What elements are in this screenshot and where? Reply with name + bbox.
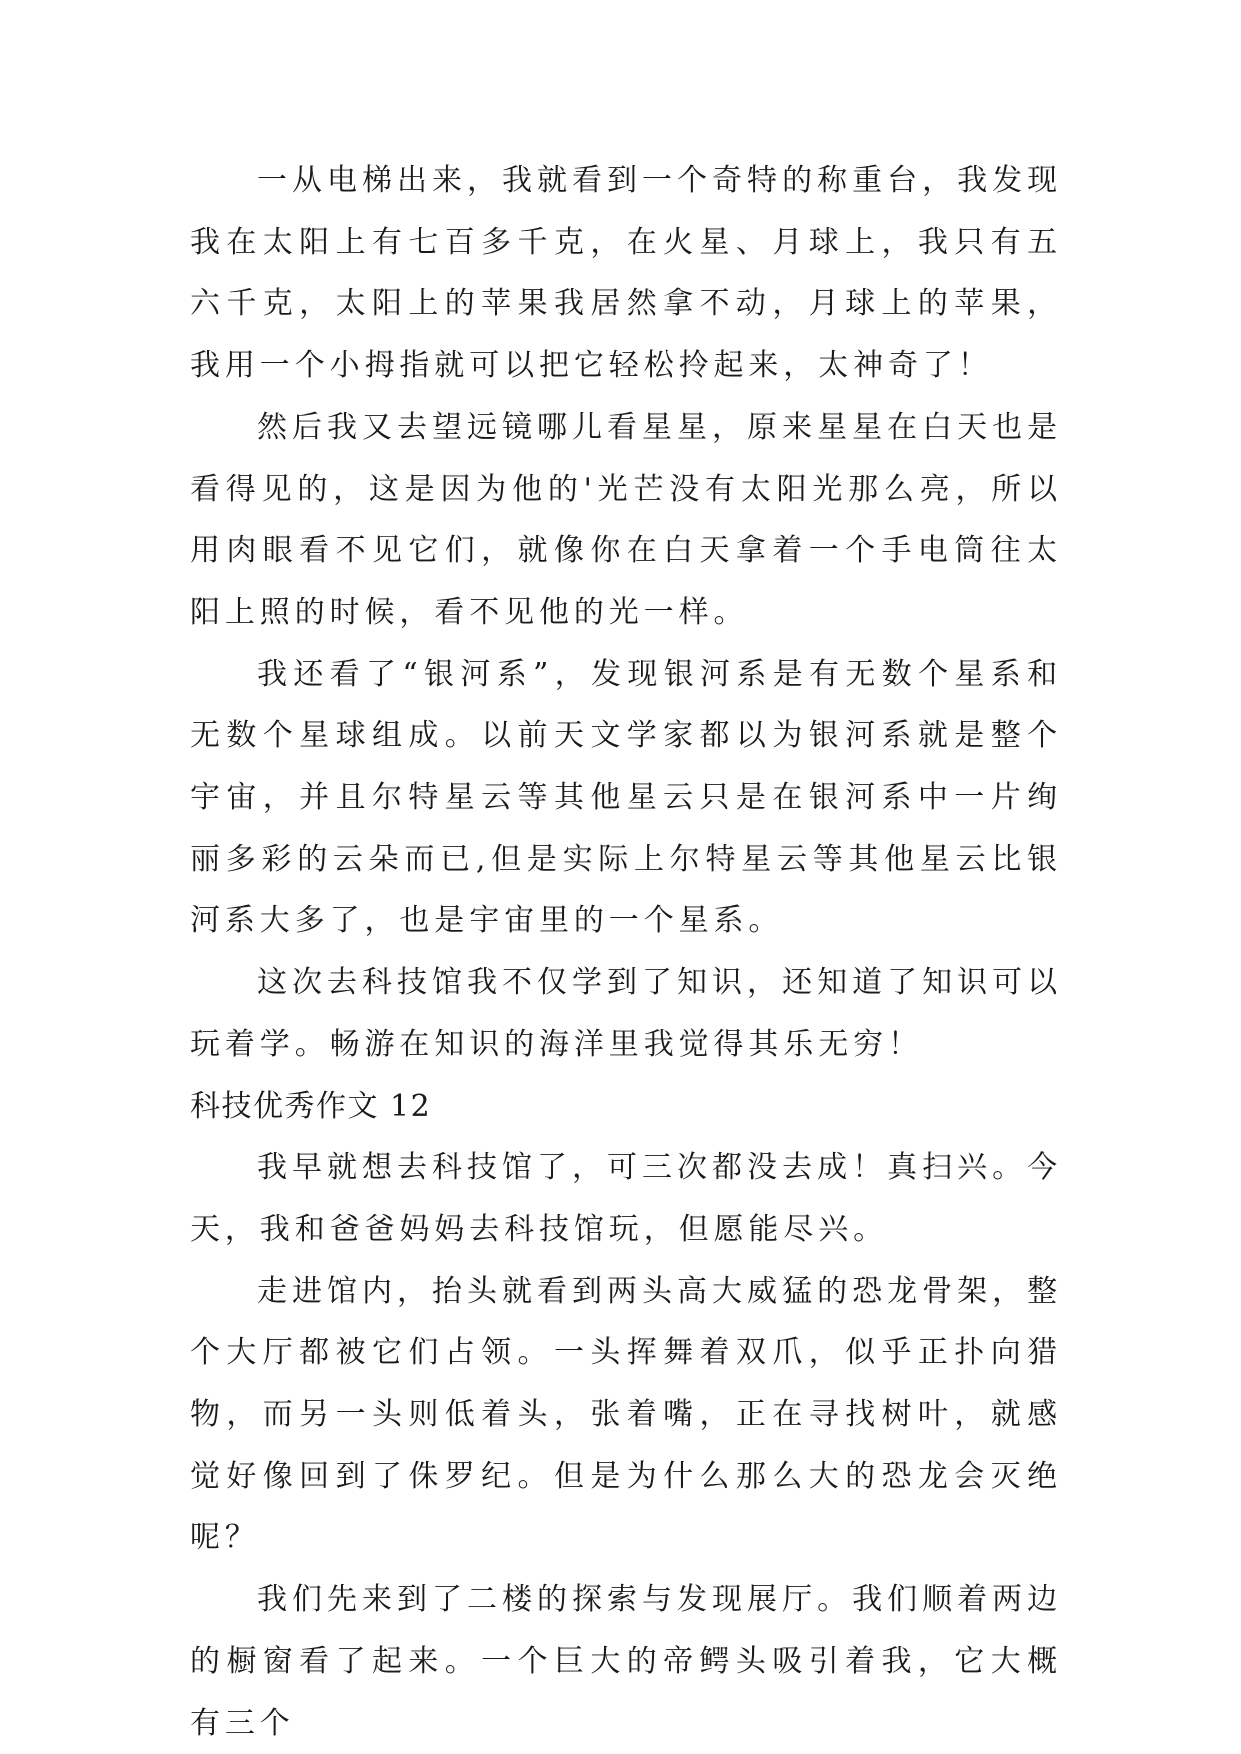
- paragraph: 我们先来到了二楼的探索与发现展厅。我们顺着两边的橱窗看了起来。一个巨大的帝鳄头吸引着我，它大概有三个: [190, 1582, 1062, 1741]
- paragraph: 这次去科技馆我不仅学到了知识，还知道了知识可以玩着学。畅游在知识的海洋里我觉得其乐无穷！: [190, 965, 1062, 1062]
- paragraph: 然后我又去望远镜哪儿看星星，原来星星在白天也是看得见的，这是因为他的'光芒没有太阳光那么亮，所以用肉眼看不见它们，就像你在白天拿着一个手电筒往太阳上照的时候，看不见他的光一样。: [190, 409, 1062, 630]
- section-heading: 科技优秀作文 12: [190, 1088, 432, 1124]
- document-body: [190, 150, 1062, 1754]
- paragraph: 走进馆内，抬头就看到两头高大威猛的恐龙骨架，整个大厅都被它们占领。一头挥舞着双爪，似乎正扑向猎物，而另一头则低着头，张着嘴，正在寻找树叶，就感觉好像回到了侏罗纪。但是为什么那么大的恐龙会灭绝呢？: [190, 1273, 1062, 1556]
- paragraph: 我还看了“银河系”，发现银河系是有无数个星系和无数个星球组成。以前天文学家都以为银河系就是整个宇宙，并且尔特星云等其他星云只是在银河系中一片绚丽多彩的云朵而已,但是实际上尔特星云等其他星云比银河系大多了，也是宇宙里的一个星系。: [190, 656, 1062, 939]
- paragraph: 一从电梯出来，我就看到一个奇特的称重台，我发现我在太阳上有七百多千克，在火星、月球上，我只有五六千克，太阳上的苹果我居然拿不动，月球上的苹果，我用一个小拇指就可以把它轻松拎起来，太神奇了！: [190, 163, 1062, 384]
- paragraph: 我早就想去科技馆了，可三次都没去成！真扫兴。今天，我和爸爸妈妈去科技馆玩，但愿能尽兴。: [190, 1150, 1062, 1247]
